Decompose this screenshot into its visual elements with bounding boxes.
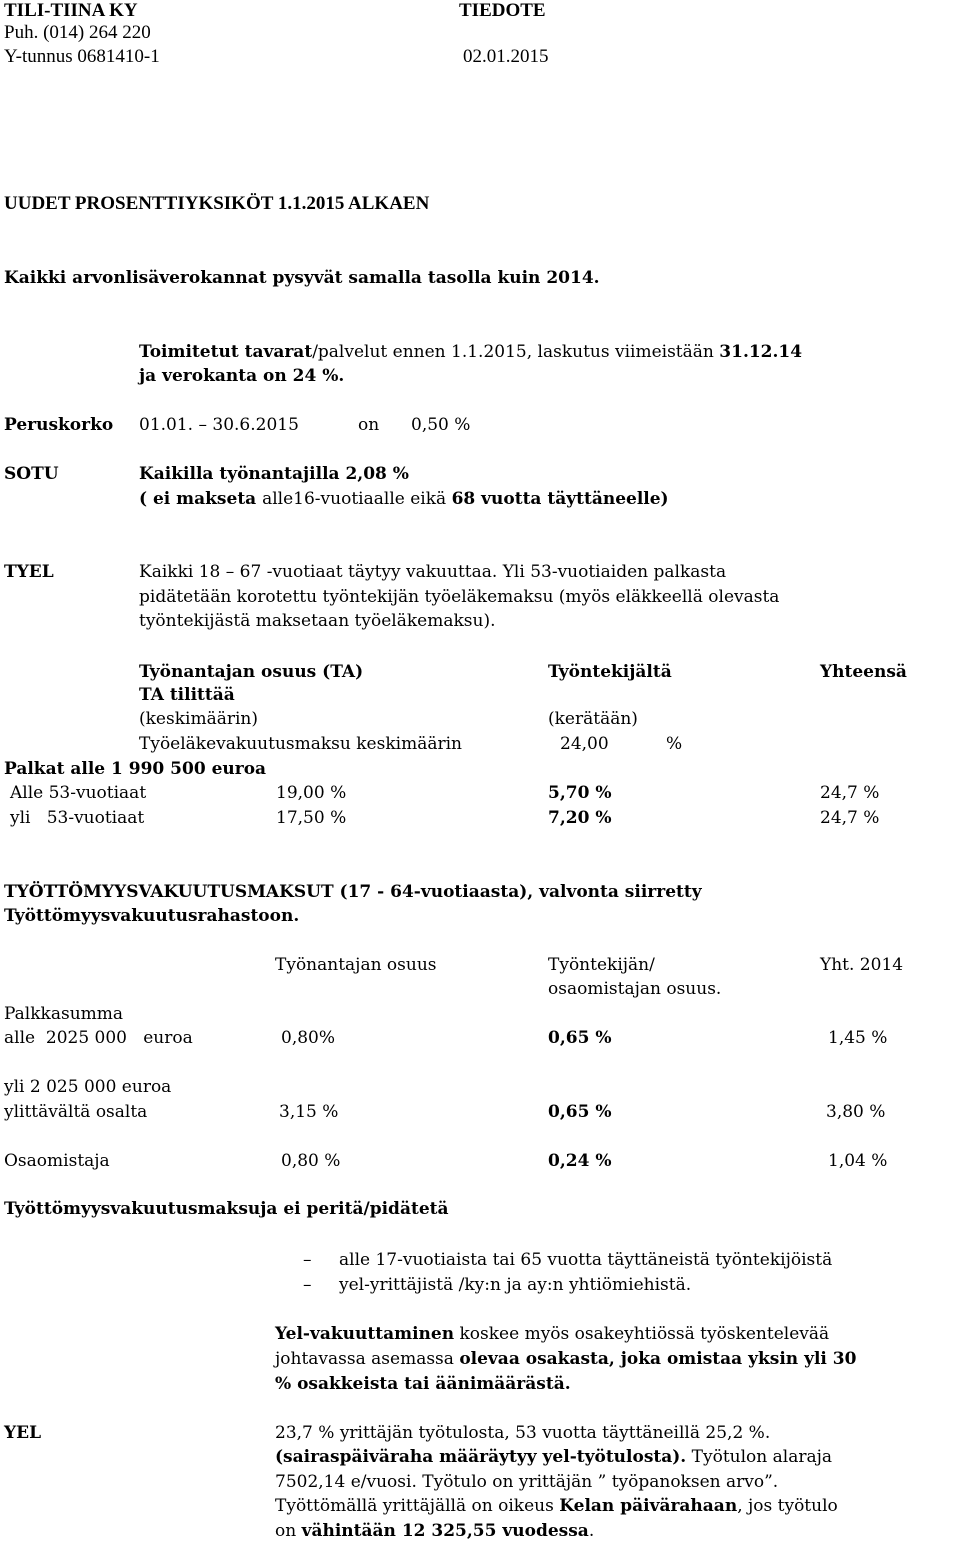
base-rate-on: on <box>358 415 380 435</box>
sotu-rate: Kaikilla työnantajilla 2,08 % <box>139 464 409 484</box>
exempt-list-item: – yel-yrittäjistä /ky:n ja ay:n yhtiömiehistä. <box>303 1275 692 1295</box>
unemp-row-label: alle 2025 000 euroa <box>4 1028 193 1048</box>
yel-text-line2: (sairaspäiväraha määräytyy yel-työtulosta). Työtulon alaraja <box>275 1447 832 1467</box>
tyel-text-line1: Kaikki 18 – 67 -vuotiaat täytyy vakuuttaa. Yli 53-vuotiaiden palkasta <box>139 562 727 582</box>
tyel-col-employee: Työntekijältä <box>548 662 672 682</box>
unemp-row-employee: 0,65 % <box>548 1028 612 1048</box>
company-phone: Puh. (014) 264 220 <box>4 22 151 43</box>
tyel-col-employer: Työnantajan osuus (TA) <box>139 662 364 682</box>
tyel-row-total: 24,7 % <box>820 808 880 828</box>
tyel-payroll-limit: Palkat alle 1 990 500 euroa <box>4 759 267 779</box>
unemp-row-employer: 0,80% <box>281 1028 336 1048</box>
tyel-row-total: 24,7 % <box>820 783 880 803</box>
document-date: 02.01.2015 <box>463 46 549 67</box>
tyel-average-label: Työeläkevakuutusmaksu keskimäärin <box>139 734 462 754</box>
tyel-row-employer: 17,50 % <box>276 808 347 828</box>
base-rate-label: Peruskorko <box>4 415 114 435</box>
exempt-list-item: – alle 17-vuotiaista tai 65 vuotta täyttäneistä työntekijöistä <box>303 1250 833 1270</box>
vat-statement: Kaikki arvonlisäverokannat pysyvät samalla tasolla kuin 2014. <box>4 268 600 288</box>
tyel-row-label: yli 53-vuotiaat <box>10 808 145 828</box>
vat-invoice-note: Toimitetut tavarat/palvelut ennen 1.1.2015, laskutus viimeistään 31.12.14 <box>139 342 803 362</box>
unemployment-heading: TYÖTTÖMYYSVAKUUTUSMAKSUT (17 - 64-vuotiaasta), valvonta siirretty <box>4 882 702 902</box>
unemp-row-label-cont: ylittävältä osalta <box>4 1102 148 1122</box>
unemp-row-total: 3,80 % <box>826 1102 886 1122</box>
unemp-col-total: Yht. 2014 <box>820 955 904 975</box>
dash-bullet-icon: – <box>303 1275 312 1295</box>
tyel-row-employee: 5,70 % <box>548 783 612 803</box>
unemp-row-label: yli 2 025 000 euroa <box>4 1077 172 1097</box>
yel-insurance-line1: Yel-vakuuttaminen koskee myös osakeyhtiössä työskentelevää <box>275 1324 830 1344</box>
tyel-employee-note: (kerätään) <box>548 709 638 729</box>
unemp-payroll-label: Palkkasumma <box>4 1004 124 1024</box>
yel-text-line3: 7502,14 e/vuosi. Työtulo on yrittäjän ” työpanoksen arvo”. <box>275 1472 779 1492</box>
unemp-col-employee: Työntekijän/ <box>548 955 655 975</box>
unemployment-heading-cont: Työttömyysvakuutusrahastoon. <box>4 906 300 926</box>
unemp-col-employee-cont: osaomistajan osuus. <box>548 979 722 999</box>
yel-text-line5: on vähintään 12 325,55 vuodessa. <box>275 1521 595 1541</box>
yel-label: YEL <box>4 1423 42 1443</box>
exempt-heading: Työttömyysvakuutusmaksuja ei peritä/pidätetä <box>4 1199 449 1219</box>
unemp-col-employer: Työnantajan osuus <box>275 955 437 975</box>
company-name: TILI-TIINA KY <box>4 0 138 21</box>
yel-text-line4: Työttömällä yrittäjällä on oikeus Kelan päivärahaan, jos työtulo <box>275 1496 838 1516</box>
sotu-exemption: ( ei makseta alle16-vuotiaalle eikä 68 vuotta täyttäneelle) <box>139 489 669 509</box>
base-rate-value: 0,50 % <box>411 415 471 435</box>
tyel-text-line3: työntekijästä maksetaan työeläkemaksu). <box>139 611 496 631</box>
yel-insurance-line2: johtavassa asemassa olevaa osakasta, joka omistaa yksin yli 30 <box>275 1349 857 1369</box>
yel-text-line1: 23,7 % yrittäjän työtulosta, 53 vuotta täyttäneillä 25,2 %. <box>275 1423 771 1443</box>
tyel-row-label: Alle 53-vuotiaat <box>10 783 147 803</box>
tyel-col-total: Yhteensä <box>820 662 907 682</box>
tyel-employer-note: (keskimäärin) <box>139 709 258 729</box>
tyel-ta-pays: TA tilittää <box>139 685 235 705</box>
unemp-row-employee: 0,24 % <box>548 1151 612 1171</box>
page-heading: UUDET PROSENTTIYKSIKÖT 1.1.2015 ALKAEN <box>4 193 430 214</box>
yel-insurance-line3: % osakkeista tai äänimäärästä. <box>275 1374 571 1394</box>
unemp-row-employer: 0,80 % <box>281 1151 341 1171</box>
business-id: Y-tunnus 0681410-1 <box>4 46 160 67</box>
tyel-average-unit: % <box>666 734 683 754</box>
sotu-label: SOTU <box>4 464 59 484</box>
tyel-row-employer: 19,00 % <box>276 783 347 803</box>
unemp-row-employee: 0,65 % <box>548 1102 612 1122</box>
unemp-row-total: 1,04 % <box>828 1151 888 1171</box>
tyel-average-value: 24,00 <box>560 734 609 754</box>
vat-rate-note: ja verokanta on 24 %. <box>139 366 345 386</box>
tyel-row-employee: 7,20 % <box>548 808 612 828</box>
document-title: TIEDOTE <box>459 0 546 21</box>
tyel-text-line2: pidätetään korotettu työntekijän työeläkemaksu (myös eläkkeellä olevasta <box>139 587 780 607</box>
unemp-row-total: 1,45 % <box>828 1028 888 1048</box>
unemp-row-label: Osaomistaja <box>4 1151 110 1171</box>
dash-bullet-icon: – <box>303 1250 312 1270</box>
tyel-label: TYEL <box>4 562 54 582</box>
base-rate-period: 01.01. – 30.6.2015 <box>139 415 299 435</box>
unemp-row-employer: 3,15 % <box>279 1102 339 1122</box>
